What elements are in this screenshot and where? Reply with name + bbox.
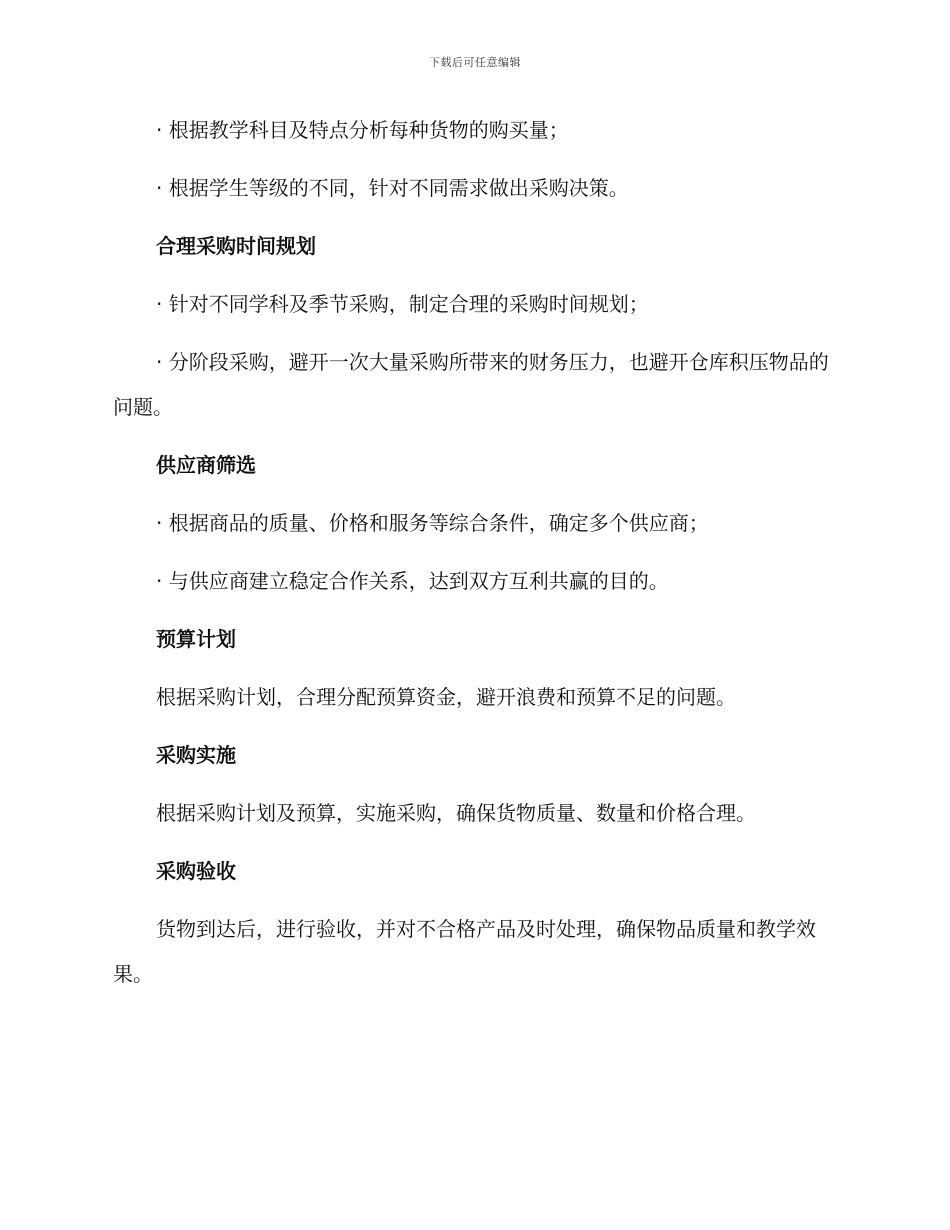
- section-heading-budget: 预算计划: [156, 627, 236, 651]
- document-body: [113, 108, 833, 1010]
- paragraph-implementation: 根据采购计划及预算，实施采购，确保货物质量、数量和价格合理。: [156, 801, 756, 825]
- section-heading-acceptance: 采购验收: [156, 859, 236, 883]
- bullet-supplier-relationship: · 与供应商建立稳定合作关系，达到双方互利共赢的目的。: [156, 569, 669, 593]
- section-heading-timing: 合理采购时间规划: [156, 234, 316, 258]
- bullet-student-level: · 根据学生等级的不同，针对不同需求做出采购决策。: [156, 176, 629, 200]
- section-heading-suppliers: 供应商筛选: [156, 453, 256, 477]
- paragraph-acceptance: 货物到达后，进行验收，并对不合格产品及时处理，确保物品质量和教学效果。: [113, 917, 816, 986]
- bullet-supplier-criteria: · 根据商品的质量、价格和服务等综合条件，确定多个供应商；: [156, 511, 709, 535]
- bullet-staged-purchase: · 分阶段采购，避开一次大量采购所带来的财务压力，也避开仓库积压物品的问题。: [113, 350, 829, 419]
- bullet-timing-plan: · 针对不同学科及季节采购，制定合理的采购时间规划；: [156, 292, 649, 316]
- paragraph-budget: 根据采购计划，合理分配预算资金，避开浪费和预算不足的问题。: [156, 685, 736, 709]
- page-header-note: 下载后可任意编辑: [429, 56, 521, 69]
- bullet-purchase-quantity: · 根据教学科目及特点分析每种货物的购买量；: [156, 118, 569, 142]
- section-heading-implementation: 采购实施: [156, 743, 236, 767]
